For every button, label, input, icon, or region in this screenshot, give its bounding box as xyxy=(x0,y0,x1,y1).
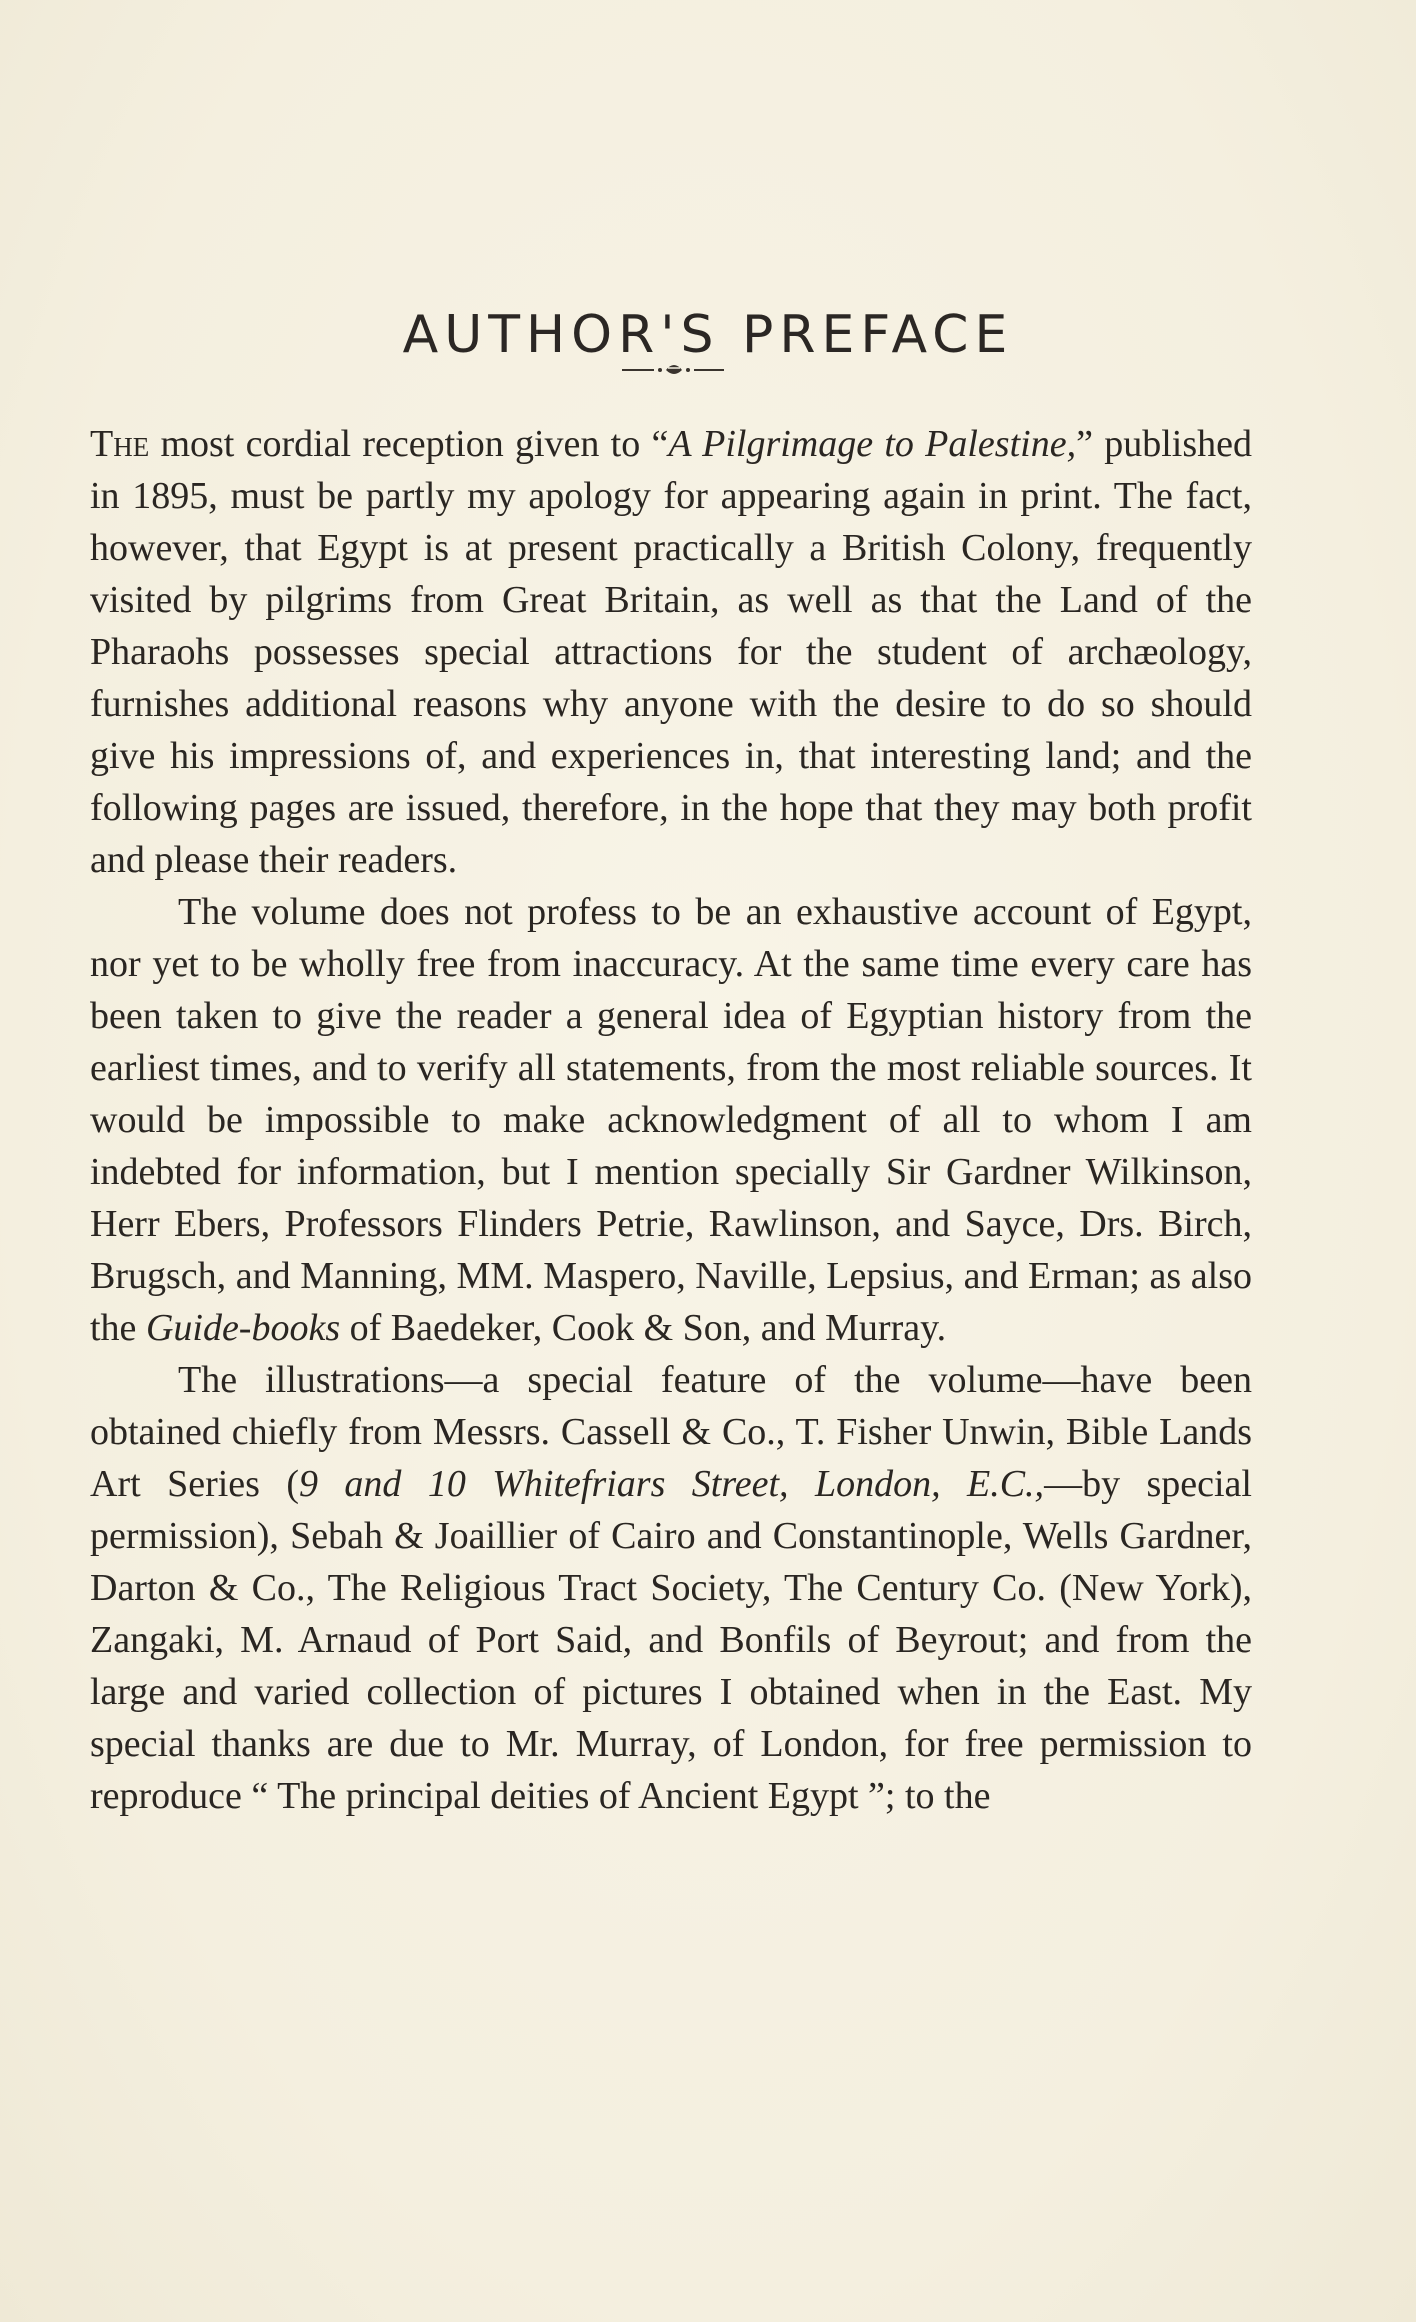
text-span: published in 1895, must be partly my apology for appearing again in print. The fact, however, that Egypt is at present practically a British Colony, frequently visited by pilgrims from Great Britain, as well as that the Land of the Pharaohs possesses special attractions for the student of archæology, furnishes additional reasons why anyone with the desire to do so should give his impressions of, and experiences in, that interesting land; and the following pages are issued, therefore, in the hope that they may both profit and please their readers. xyxy=(90,423,1252,881)
paragraph-1 xyxy=(90,418,1252,886)
text-span: —by special permission), Sebah & Joaillier of Cairo and Constantinople, Wells Gardner, Darton & Co., The Religious Tract Society, The Century Co. (New York), Zangaki, M. Arnaud of Port Said, and Bonfils of Beyrout; and from the large and varied collection of pictures I obtained when in the East. My special thanks are due to Mr. Murray, of London, for free permission to reproduce “ The principal deities of Ancient Egypt ”; to the xyxy=(90,1463,1252,1817)
text-span: of Baedeker, Cook & Son, and Murray. xyxy=(340,1307,947,1349)
quote-mark: ” xyxy=(1076,423,1093,465)
page-title: AUTHOR'S PREFACE xyxy=(402,304,1014,365)
preface-body xyxy=(90,418,1252,1822)
italic-span: 9 and 10 Whitefriars Street, London, E.C., xyxy=(299,1463,1045,1505)
text-span: The volume does not profess to be an exhaustive account of Egypt, nor yet to be wholly free from inaccuracy. At the same time every care has been taken to give the reader a general idea of Egyptian history from the earliest times, and to verify all statements, from the most reliable sources. It would be impossible to make acknowledgment of all to whom I am indebted for information, but I mention specially Sir Gardner Wilkinson, Herr Ebers, Professors Flinders Petrie, Rawlinson, and Sayce, Drs. Birch, Brugsch, and Manning, MM. Maspero, Naville, Lepsius, and Erman; as also the xyxy=(90,891,1252,1349)
book-title: A Pilgrimage to Palestine, xyxy=(668,423,1077,465)
italic-span: Guide-books xyxy=(145,1307,341,1349)
paragraph-3 xyxy=(90,1354,1252,1822)
paragraph-2 xyxy=(90,886,1252,1354)
drop-lead: The xyxy=(90,423,150,465)
text-span: most cordial reception given to xyxy=(149,423,652,465)
quote-mark: “ xyxy=(651,423,669,465)
ornamental-divider-icon xyxy=(608,354,738,384)
text-span: The illustrations—a special feature of the volume—have been obtained chiefly from Messrs. Cassell & Co., T. Fisher Unwin, Bible Lands Art Series ( xyxy=(90,1359,1252,1505)
